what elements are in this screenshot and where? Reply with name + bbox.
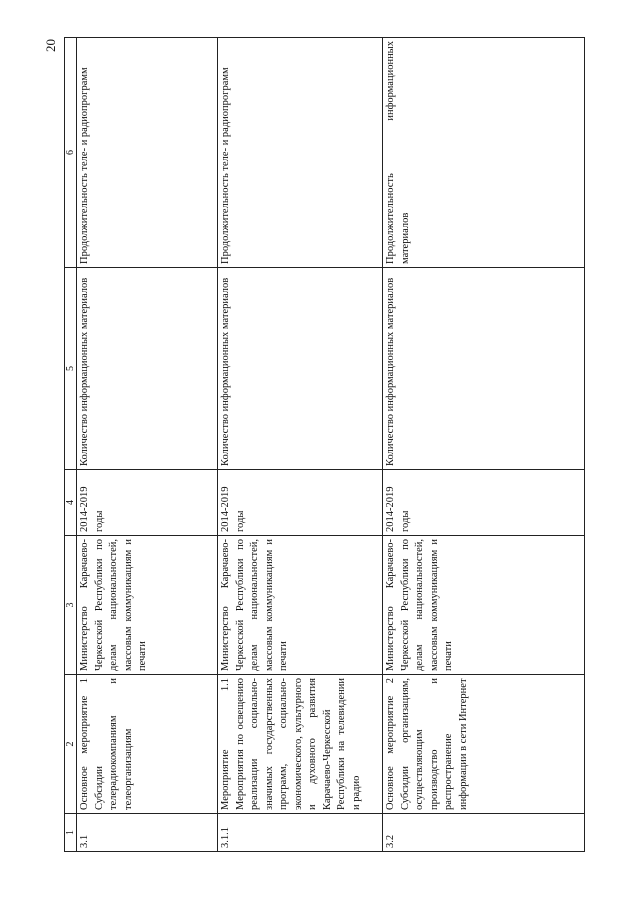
header-cell-3: 3: [65, 536, 77, 675]
indicator: Количество информационных материалов: [218, 268, 383, 470]
result: Продолжительность теле- и радиопрограмм: [77, 38, 218, 268]
activity-name: Мероприятие 1.1 Мероприятия по освещению реализации социально-значимых государственных программ, социально-экономического, культурного и духовного развития Карачаево-Черкесской Республики на телевидении и радио: [218, 675, 383, 814]
header-cell-6: 6: [65, 38, 77, 268]
table-header-row: [65, 38, 77, 852]
result: Продолжительность теле- и радиопрограмм: [218, 38, 383, 268]
activity-name: Основное мероприятие 2 Субсидии организациям, осуществляющим производство и распространение информации в сети Интернет: [383, 675, 585, 814]
period: 2014-2019 годы: [218, 470, 383, 536]
executor: Министерство Карачаево-Черкесской Республики по делам национальностей, массовым коммуникациям и печати: [383, 536, 585, 675]
table-row: [383, 38, 585, 852]
period: 2014-2019 годы: [77, 470, 218, 536]
rotated-table-container: [64, 38, 582, 852]
result: Продолжительность информационных материалов: [383, 38, 585, 268]
period: 2014-2019 годы: [383, 470, 585, 536]
executor: Министерство Карачаево-Черкесской Республики по делам национальностей, массовым коммуникациям и печати: [77, 536, 218, 675]
page-number: 20: [43, 39, 58, 52]
program-activities-table: [64, 37, 585, 852]
executor: Министерство Карачаево-Черкесской Республики по делам национальностей, массовым коммуникациям и печати: [218, 536, 383, 675]
row-number: 3.2: [383, 814, 585, 852]
table-row: [218, 38, 383, 852]
activity-name: Основное мероприятие 1 Субсидии телерадиокомпаниям и телеорганизациям: [77, 675, 218, 814]
row-number: 3.1: [77, 814, 218, 852]
indicator: Количество информационных материалов: [383, 268, 585, 470]
header-cell-1: 1: [65, 814, 77, 852]
indicator: Количество информационных материалов: [77, 268, 218, 470]
header-cell-5: 5: [65, 268, 77, 470]
row-number: 3.1.1: [218, 814, 383, 852]
header-cell-4: 4: [65, 470, 77, 536]
table-row: [77, 38, 218, 852]
header-cell-2: 2: [65, 675, 77, 814]
